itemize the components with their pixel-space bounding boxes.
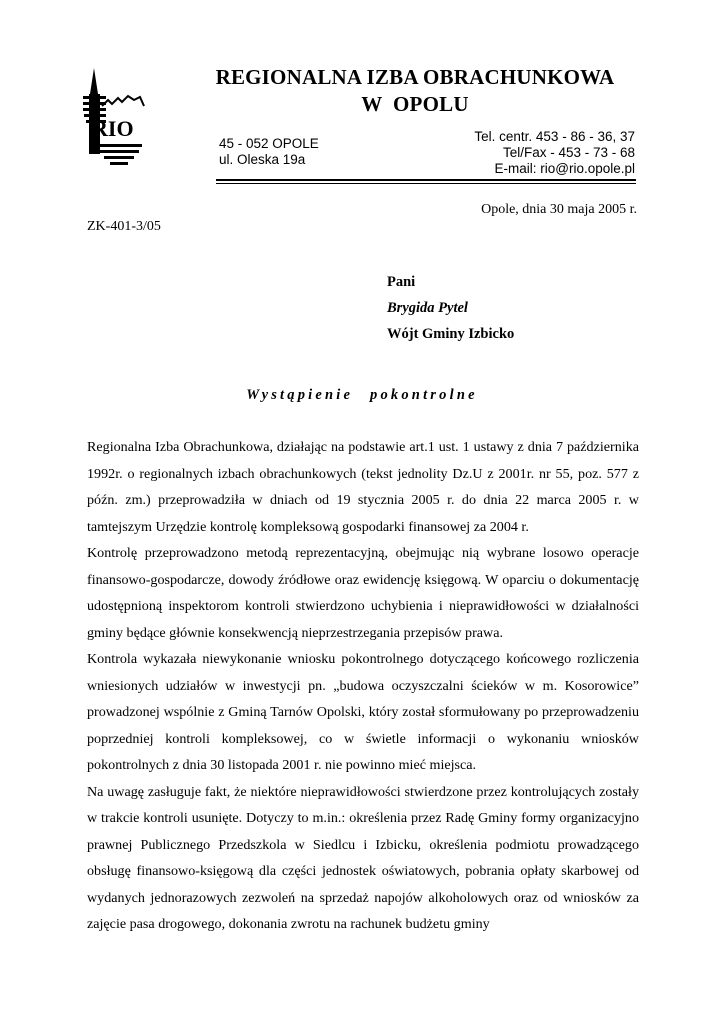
reference-number: ZK-401-3/05 xyxy=(87,219,161,234)
body-paragraph: Regionalna Izba Obrachunkowa, działając na podstawie art.1 ust. 1 ustawy z dnia 7 października 1992r. o regionalnych izbach obrachunkowych (tekst jednolity Dz.U z 2001r. nr 55, poz. 577 z późn. zm.) przeprowadziła w dniach od 19 stycznia 2005 r. do dnia 22 marca 2005 r. w tamtejszym Urzędzie kontrolę kompleksową gospodarki finansowej za 2004 r. xyxy=(87,439,639,535)
body-paragraph: Kontrolę przeprowadzono metodą reprezentacyjną, obejmując nią wybrane losowo operacje finansowo-gospodarcze, dowody źródłowe oraz ewidencję księgową. W oparciu o dokumentację udostępnioną inspektorom kontroli stwierdzono uchybienia i nieprawidłowości w działalności gminy będące głównie konsekwencją nieprzestrzegania przepisów prawa. xyxy=(87,545,639,641)
postal-address xyxy=(219,136,319,168)
org-name-block xyxy=(180,64,650,118)
phone-central: Tel. centr. 453 - 86 - 36, 37 xyxy=(474,129,635,144)
place-date: Opole, dnia 30 maja 2005 r. xyxy=(481,202,637,217)
letter-body xyxy=(87,434,639,938)
addressee-name: Brygida Pytel xyxy=(387,300,468,316)
addressee-block xyxy=(387,269,514,347)
rio-logo xyxy=(82,66,152,166)
addressee-role: Wójt Gminy Izbicko xyxy=(387,326,515,342)
addressee-salutation: Pani xyxy=(387,274,416,290)
logo-text: RIO xyxy=(92,116,134,141)
header-rule-thin xyxy=(216,183,636,184)
contact-info xyxy=(474,129,635,177)
org-name: REGIONALNA IZBA OBRACHUNKOWA xyxy=(215,65,615,89)
street-address: ul. Oleska 19a xyxy=(219,152,306,167)
org-city: W OPOLU xyxy=(361,92,469,116)
body-paragraph: Na uwagę zasługuje fakt, że niektóre nieprawidłowości stwierdzone przez kontrolujących zostały w trakcie kontroli usunięte. Dotyczy to m.in.: określenia przez Radę Gminy formy organizacyjno prawnej Publicznego Przedszkola w Siedlcu i Izbicku, określenia podmiotu prowadzącego obsługę finansowo-księgową dla części jednostek oświatowych, pobrania opłaty skarbowej od wydanych jednorazowych zezwoleń na sprzedaż napojów alkoholowych oraz od wniosków za zajęcie pasa drogowego, dokonania zwrotu na rachunek budżetu gminy xyxy=(87,783,639,932)
postal-code: 45 - 052 OPOLE xyxy=(219,136,319,151)
header-rule-thick xyxy=(216,179,636,181)
body-paragraph: Kontrola wykazała niewykonanie wniosku pokontrolnego dotyczącego końcowego rozliczenia wniesionych udziałów w inwestycji pn. „budowa oczyszczalni ścieków w m. Kosorowice” prowadzonej wspólnie z Gminą Tarnów Opolski, który został sformułowany po przeprowadzeniu poprzedniej kontroli kompleksowej, co w świetle informacji o wykonaniu wniosków pokontrolnych z dnia 30 listopada 2001 r. nie powinno mieć miejsca. xyxy=(87,651,639,773)
document-title: Wystąpienie pokontrolne xyxy=(246,387,478,403)
email-address: E-mail: rio@rio.opole.pl xyxy=(494,161,635,176)
phone-fax: Tel/Fax - 453 - 73 - 68 xyxy=(502,145,635,160)
